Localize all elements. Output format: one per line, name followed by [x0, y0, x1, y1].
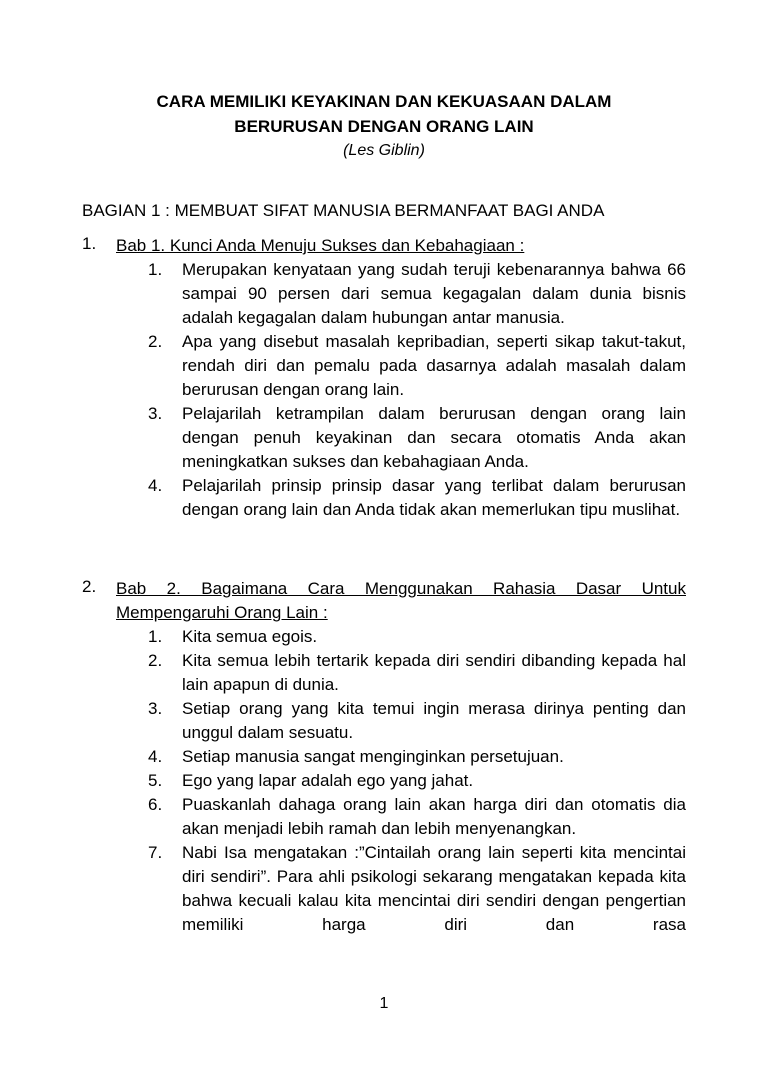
page-number: 1 [379, 995, 389, 1012]
item-number: 7. [148, 843, 163, 862]
chapter-number: 2. [82, 577, 97, 596]
item-text: Kita semua egois. [182, 627, 318, 646]
list-item [82, 841, 686, 937]
document-title-line-1: CARA MEMILIKI KEYAKINAN DAN KEKUASAAN DALAM [156, 92, 612, 111]
item-text: Apa yang disebut masalah kepribadian, seperti sikap takut-takut, rendah diri dan pemalu pada dasarnya adalah masalah dalam berurusan dengan orang lain. [182, 332, 686, 399]
section-heading: BAGIAN 1 : MEMBUAT SIFAT MANUSIA BERMANFAAT BAGI ANDA [82, 201, 605, 220]
item-number: 2. [148, 332, 163, 351]
item-text: Ego yang lapar adalah ego yang jahat. [182, 771, 474, 790]
list-item [82, 258, 686, 330]
item-text: Setiap manusia sangat menginginkan persetujuan. [182, 747, 564, 766]
chapter-2-list [82, 625, 686, 937]
chapter-1 [82, 234, 686, 522]
list-item [82, 697, 686, 745]
document-title-line-2: BERURUSAN DENGAN ORANG LAIN [234, 117, 534, 136]
chapter-number: 1. [82, 234, 97, 253]
item-text: Pelajarilah prinsip prinsip dasar yang terlibat dalam berurusan dengan orang lain dan Anda tidak akan memerlukan tipu muslihat. [182, 476, 686, 519]
item-number: 6. [148, 795, 163, 814]
item-number: 4. [148, 476, 163, 495]
list-item [82, 649, 686, 697]
chapter-1-list [82, 258, 686, 522]
list-item [82, 474, 686, 522]
item-number: 5. [148, 771, 163, 790]
item-number: 3. [148, 699, 163, 718]
chapter-title: Bab 2. Bagaimana Cara Menggunakan Rahasia Dasar Untuk Mempengaruhi Orang Lain : [116, 579, 686, 622]
list-item [82, 625, 686, 649]
chapter-2 [82, 577, 686, 937]
chapter-title: Bab 1. Kunci Anda Menuju Sukses dan Kebahagiaan : [116, 236, 525, 255]
item-text: Nabi Isa mengatakan :”Cintailah orang lain seperti kita mencintai diri sendiri”. Para ahli psikologi sekarang mengatakan kepada kita bahwa kecuali kalau kita mencintai diri sendiri dengan pengertian memiliki harga diri dan rasa [182, 843, 686, 934]
author: (Les Giblin) [343, 142, 425, 159]
item-text: Merupakan kenyataan yang sudah teruji kebenarannya bahwa 66 sampai 90 persen dari semua kegagalan dalam dunia bisnis adalah kegagalan dalam hubungan antar manusia. [182, 260, 686, 327]
list-item [82, 793, 686, 841]
list-item [82, 769, 686, 793]
item-number: 2. [148, 651, 163, 670]
item-number: 1. [148, 627, 163, 646]
item-number: 1. [148, 260, 163, 279]
item-text: Puaskanlah dahaga orang lain akan harga diri dan otomatis dia akan menjadi lebih ramah dan lebih menyenangkan. [182, 795, 686, 838]
item-text: Setiap orang yang kita temui ingin merasa dirinya penting dan unggul dalam sesuatu. [182, 699, 686, 742]
list-item [82, 745, 686, 769]
item-number: 4. [148, 747, 163, 766]
list-item [82, 330, 686, 402]
item-number: 3. [148, 404, 163, 423]
list-item [82, 402, 686, 474]
item-text: Pelajarilah ketrampilan dalam berurusan dengan orang lain dengan penuh keyakinan dan secara otomatis Anda akan meningkatkan sukses dan kebahagiaan Anda. [182, 404, 686, 471]
item-text: Kita semua lebih tertarik kepada diri sendiri dibanding kepada hal lain apapun di dunia. [182, 651, 686, 694]
